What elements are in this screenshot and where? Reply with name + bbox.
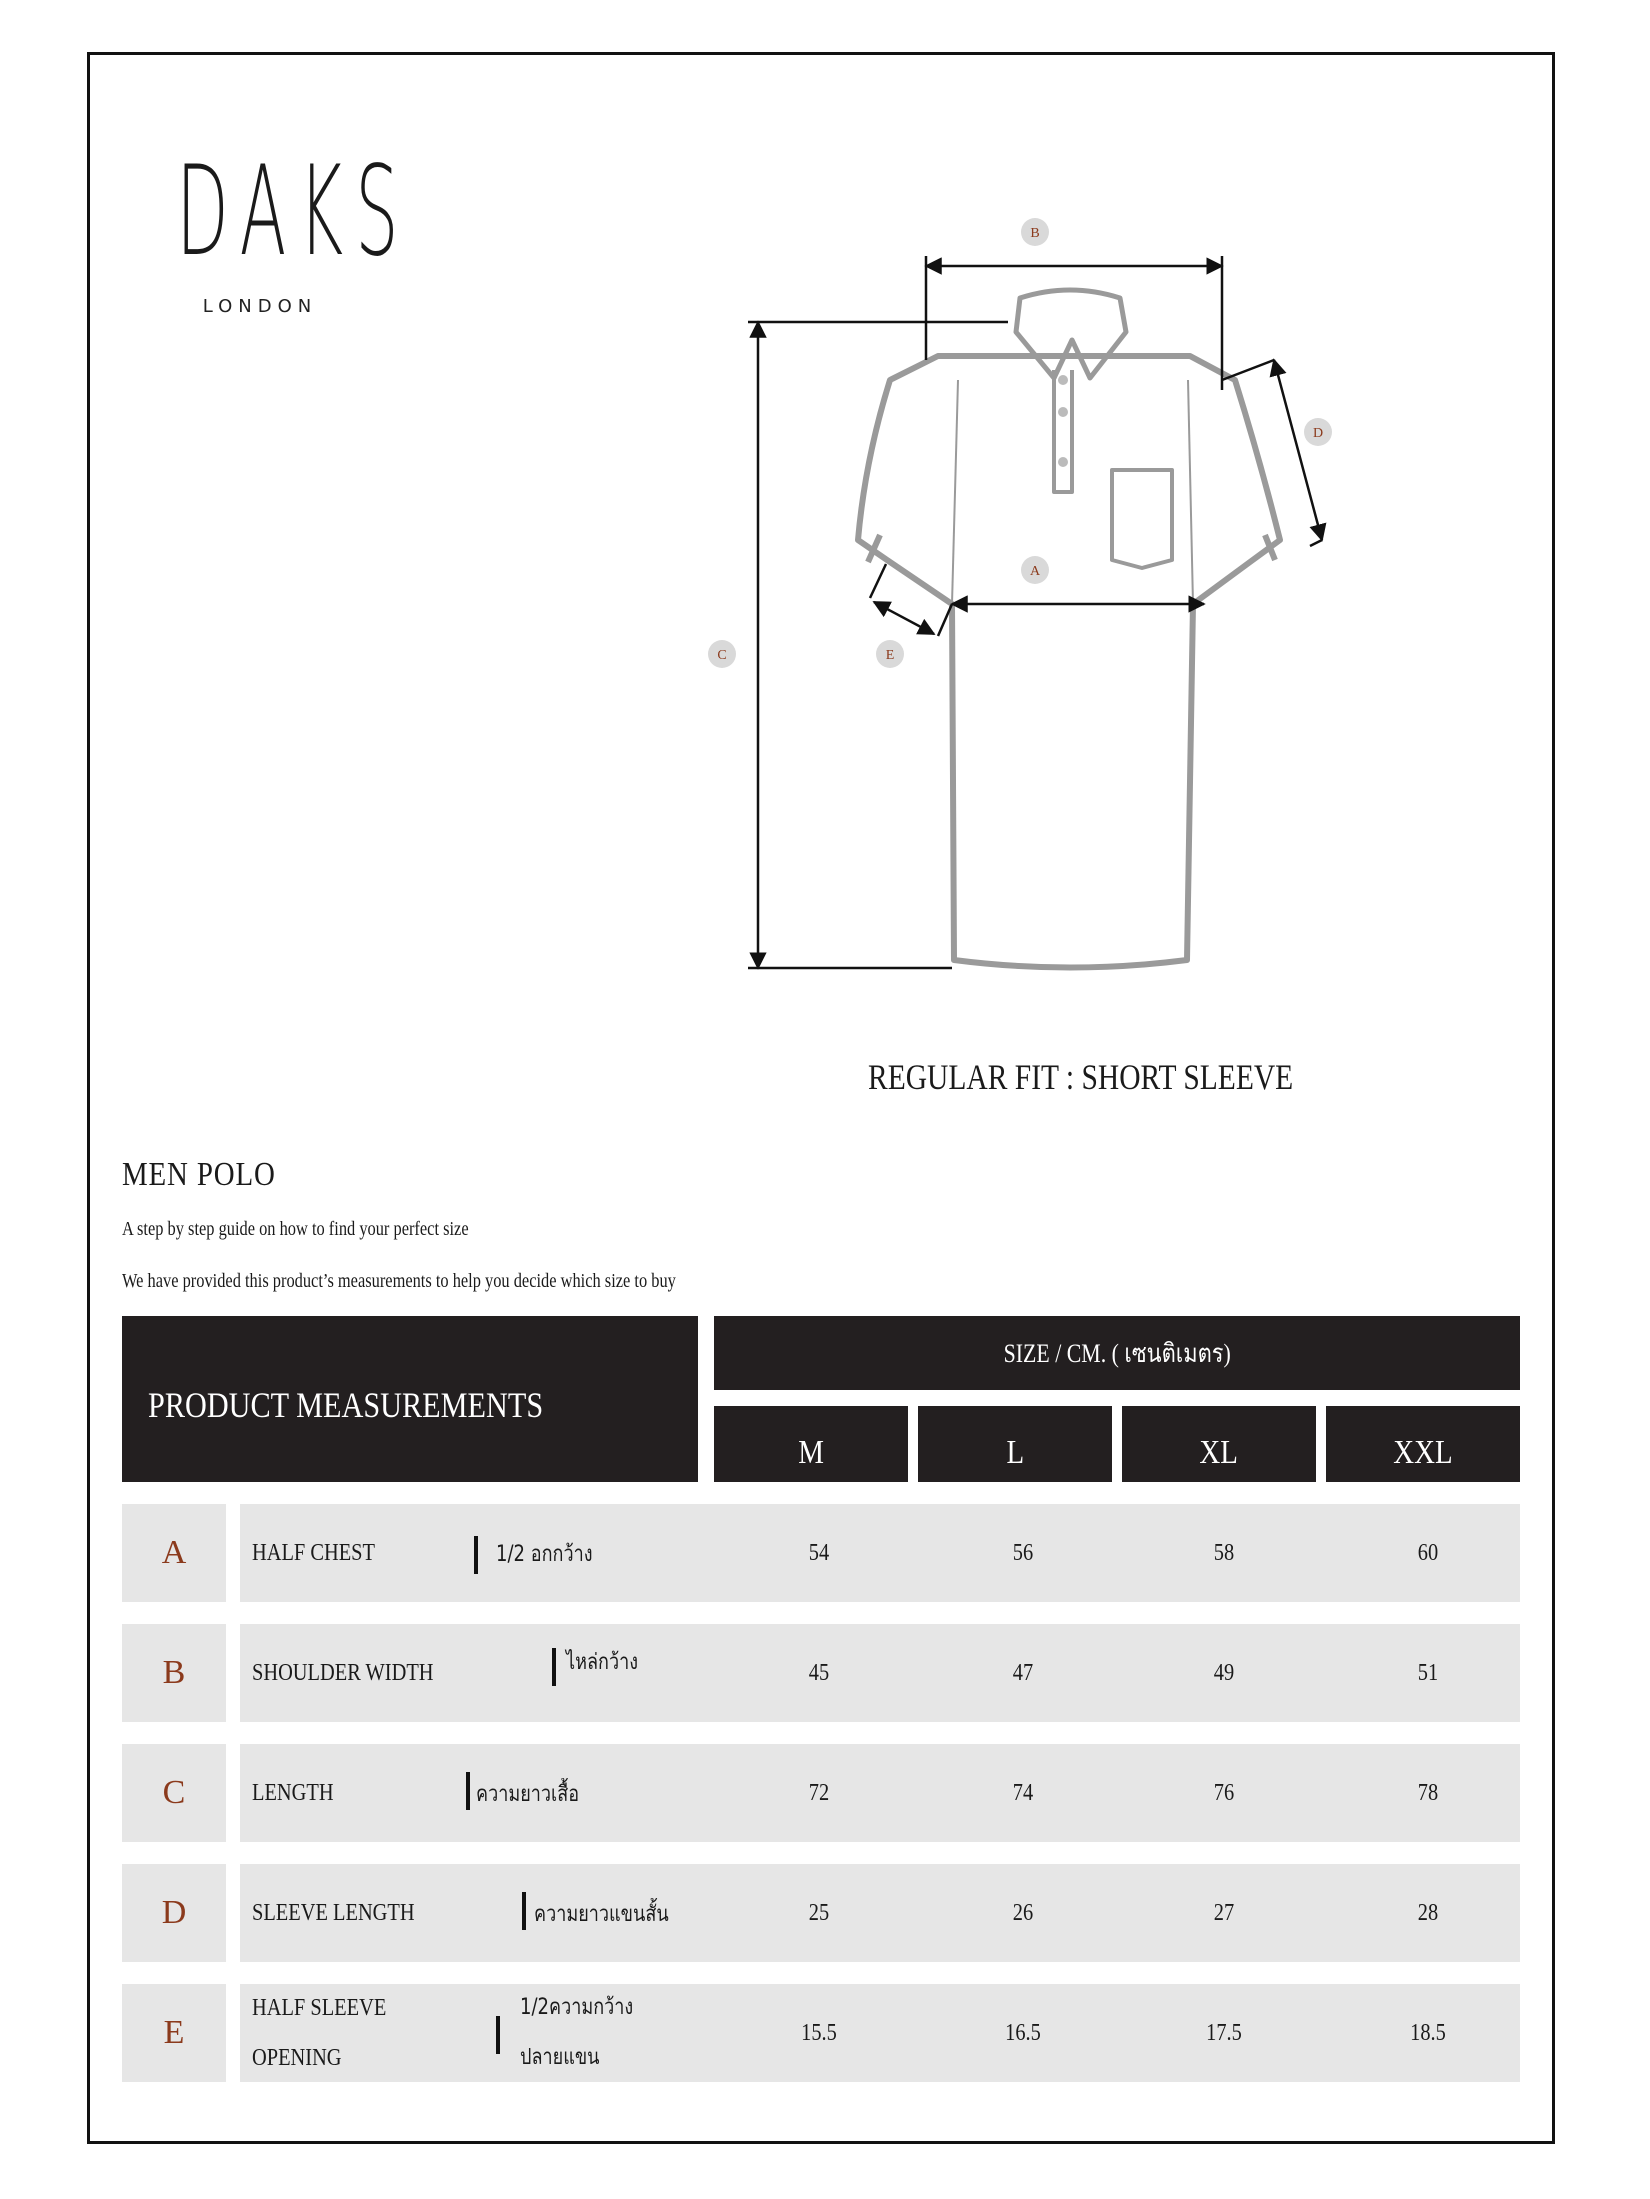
value-m: 25: [808, 1899, 830, 1926]
value-xxl: 18.5: [1410, 2019, 1446, 2046]
separator-bar: [466, 1772, 470, 1810]
polo-shirt-diagram: [690, 200, 1350, 1000]
table-row-b: [122, 1624, 1520, 1722]
marker-d: [1304, 418, 1332, 446]
size-header-xxl: XXL: [1326, 1406, 1520, 1482]
row-code: E: [122, 1984, 226, 2082]
row-label-en: HALF CHEST: [252, 1539, 375, 1566]
row-label-th: 1/2 อกกว้าง: [496, 1541, 593, 1567]
row-code: C: [122, 1744, 226, 1842]
value-xl: 49: [1213, 1659, 1235, 1686]
value-l: 16.5: [1005, 2019, 1041, 2046]
value-xxl: 78: [1417, 1779, 1439, 1806]
svg-text:C: C: [717, 648, 727, 663]
value-m: 72: [808, 1779, 830, 1806]
header-size-label: SIZE / CM. ( เซนติเมตร): [1003, 1338, 1231, 1368]
table-row-e: [122, 1984, 1520, 2082]
row-label-en: HALF SLEEVE OPENING: [252, 1995, 387, 2071]
size-header-l: L: [918, 1406, 1112, 1482]
separator-bar: [496, 2016, 500, 2054]
table-row-c: [122, 1744, 1520, 1842]
size-header-m: M: [714, 1406, 908, 1482]
value-xl: 17.5: [1206, 2019, 1242, 2046]
svg-text:E: E: [885, 648, 895, 663]
separator-bar: [474, 1536, 478, 1574]
brand-logo: [150, 140, 411, 317]
size-header-xl: XL: [1122, 1406, 1316, 1482]
value-xl: 58: [1213, 1539, 1235, 1566]
row-label-th: ความยาวแขนสั้น: [534, 1901, 669, 1927]
value-l: 56: [1012, 1539, 1034, 1566]
value-xxl: 51: [1417, 1659, 1439, 1686]
value-l: 26: [1012, 1899, 1034, 1926]
section-title: MEN POLO: [122, 1156, 276, 1193]
fit-title: REGULAR FIT : SHORT SLEEVE: [868, 1057, 1294, 1097]
brand-sub: LONDON: [202, 296, 318, 317]
row-label-en: SHOULDER WIDTH: [252, 1659, 434, 1686]
description-line-1: A step by step guide on how to find your perfect size: [122, 1218, 469, 1240]
separator-bar: [552, 1648, 556, 1686]
marker-e: [876, 640, 904, 668]
header-left-label: PRODUCT MEASUREMENTS: [148, 1385, 544, 1425]
row-label-th: ไหล่กว้าง: [566, 1649, 639, 1675]
value-xl: 27: [1213, 1899, 1235, 1926]
value-xxl: 28: [1417, 1899, 1439, 1926]
row-label-th: 1/2ความกว้าง ปลายแขน: [520, 1995, 634, 2070]
description-line-2: We have provided this product’s measurements to help you decide which size to buy: [122, 1270, 676, 1292]
value-l: 74: [1012, 1779, 1034, 1806]
row-label-th: ความยาวเสื้อ: [476, 1781, 580, 1807]
shirt-buttons: [1058, 375, 1068, 467]
value-xl: 76: [1213, 1779, 1235, 1806]
value-m: 15.5: [801, 2019, 837, 2046]
marker-c: [708, 640, 736, 668]
value-m: 54: [808, 1539, 830, 1566]
row-label-en: LENGTH: [252, 1779, 334, 1806]
brand-name: DAKS: [176, 140, 411, 284]
row-code: B: [122, 1624, 226, 1722]
value-l: 47: [1012, 1659, 1034, 1686]
polo-shirt-outline: [858, 290, 1280, 968]
svg-text:B: B: [1030, 226, 1040, 241]
marker-a: [1021, 556, 1049, 584]
row-code: D: [122, 1864, 226, 1962]
row-label-en: SLEEVE LENGTH: [252, 1899, 415, 1926]
table-row-d: [122, 1864, 1520, 1962]
marker-b: [1021, 218, 1049, 246]
row-code: A: [122, 1504, 226, 1602]
separator-bar: [522, 1892, 526, 1930]
table-header-size: [714, 1316, 1520, 1390]
table-row-a: [122, 1504, 1520, 1602]
value-xxl: 60: [1417, 1539, 1439, 1566]
value-m: 45: [808, 1659, 830, 1686]
svg-text:D: D: [1312, 426, 1324, 441]
svg-text:A: A: [1029, 564, 1041, 579]
measurement-lines: [748, 256, 1322, 968]
table-header-product-measurements: [122, 1316, 698, 1482]
